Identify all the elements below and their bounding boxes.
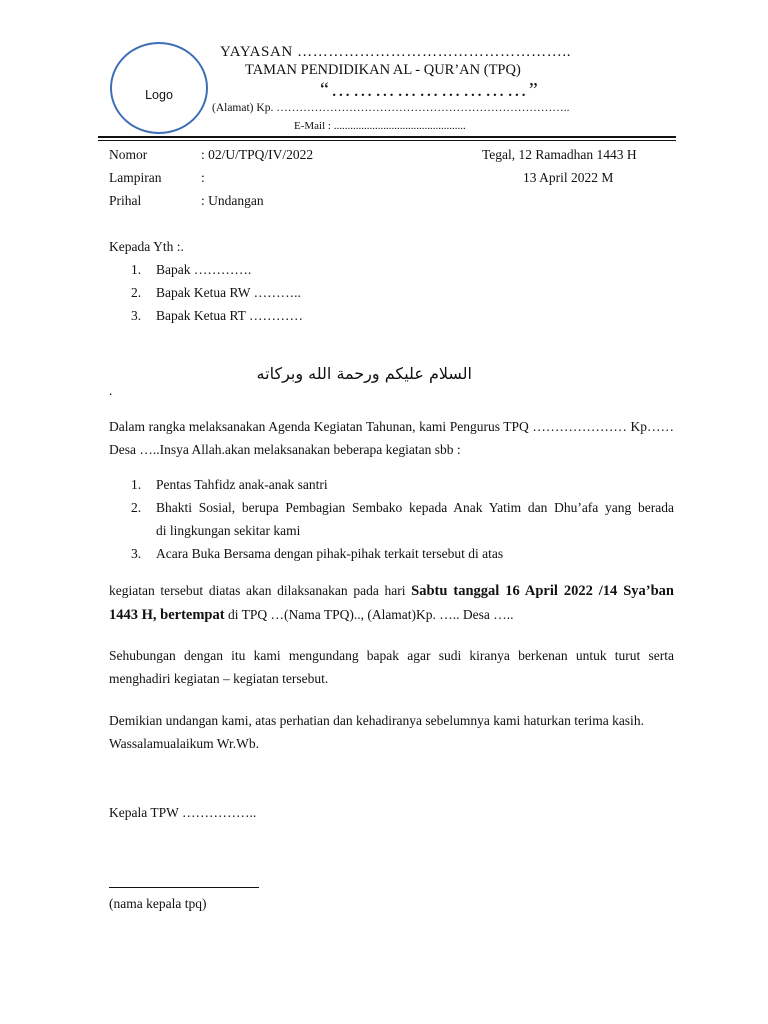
letterhead-tpq-name: “………………………” [320, 79, 540, 101]
recipient-number: 2. [131, 285, 142, 300]
activity-item: Pentas Tahfidz anak-anak santri [156, 477, 328, 492]
date-masehi: 13 April 2022 M [523, 170, 614, 185]
activity-number: 1. [131, 477, 142, 492]
nomor-label: Nomor [109, 147, 148, 162]
activity-item: Bhakti Sosial, berupa Pembagian Sembako kepada Anak Yatim dan Dhu’afa yang berada [156, 500, 674, 515]
signature-title: Kepala TPW …………….. [109, 805, 257, 820]
date-hijri: Tegal, 12 Ramadhan 1443 H [482, 147, 637, 162]
activity-number: 3. [131, 546, 142, 561]
activity-number: 2. [131, 500, 142, 515]
activity-item: Acara Buka Bersama dengan pihak-pihak terkait tersebut di atas [156, 546, 504, 561]
nomor-value: : 02/U/TPQ/IV/2022 [201, 147, 314, 162]
recipient-number: 1. [131, 262, 142, 277]
recipient-item: Bapak Ketua RW ……….. [156, 285, 301, 300]
logo [110, 42, 208, 134]
invitation-paragraph: Sehubungan dengan itu kami mengundang bapak agar sudi kiranya berkenan untuk turut serta menghadiri kegiatan – kegiatan tersebut. [109, 648, 674, 686]
letterhead-address: (Alamat) Kp. ………………………………………………………………….. [212, 102, 570, 114]
activity-item-continued: di lingkungan sekitar kami [156, 523, 301, 538]
letterhead-email: E-Mail : ................................................ [294, 120, 466, 132]
intro-paragraph: Dalam rangka melaksanakan Agenda Kegiatan Tahunan, kami Pengurus TPQ ………………… Kp……Desa …..Insya Allah.akan melaksanakan beberapa kegiatan sbb : [109, 419, 674, 457]
lampiran-label: Lampiran [109, 170, 162, 185]
letterhead-divider-thick [98, 136, 676, 138]
recipient-number: 3. [131, 308, 142, 323]
signature-line [109, 887, 259, 888]
schedule-date: Sabtu tanggal 16 April 2022 /14 Sya’ban [411, 583, 674, 599]
prihal-value: : Undangan [201, 193, 264, 208]
schedule-location: di TPQ …(Nama TPQ).., (Alamat)Kp. ….. Desa ….. [227, 607, 514, 622]
stray-dot: . [109, 383, 113, 398]
signature-name: (nama kepala tpq) [109, 896, 207, 911]
recipient-item: Bapak Ketua RT ………… [156, 308, 304, 323]
letterhead-divider-thin [98, 140, 676, 141]
closing-salam: Wassalamualaikum Wr.Wb. [109, 736, 259, 751]
lampiran-value: : [201, 170, 205, 185]
schedule-paragraph [109, 579, 674, 627]
recipients-heading: Kepada Yth :. [109, 239, 184, 254]
closing-thanks: Demikian undangan kami, atas perhatian dan kehadiranya sebelumnya kami haturkan terima kasih. [109, 713, 644, 728]
logo-label: Logo [145, 88, 173, 102]
recipient-item: Bapak …………. [156, 262, 252, 277]
arabic-greeting: السلام عليكم ورحمة الله وبركاته [256, 364, 472, 383]
letterhead-yayasan: YAYASAN …………………………………………….. [220, 44, 572, 60]
prihal-label: Prihal [109, 193, 142, 208]
letterhead-institution: TAMAN PENDIDIKAN AL - QUR’AN (TPQ) [245, 62, 521, 78]
schedule-prefix: kegiatan tersebut diatas akan dilaksanakan pada hari [109, 583, 406, 598]
schedule-place-label: 1443 H, bertempat [109, 607, 225, 623]
